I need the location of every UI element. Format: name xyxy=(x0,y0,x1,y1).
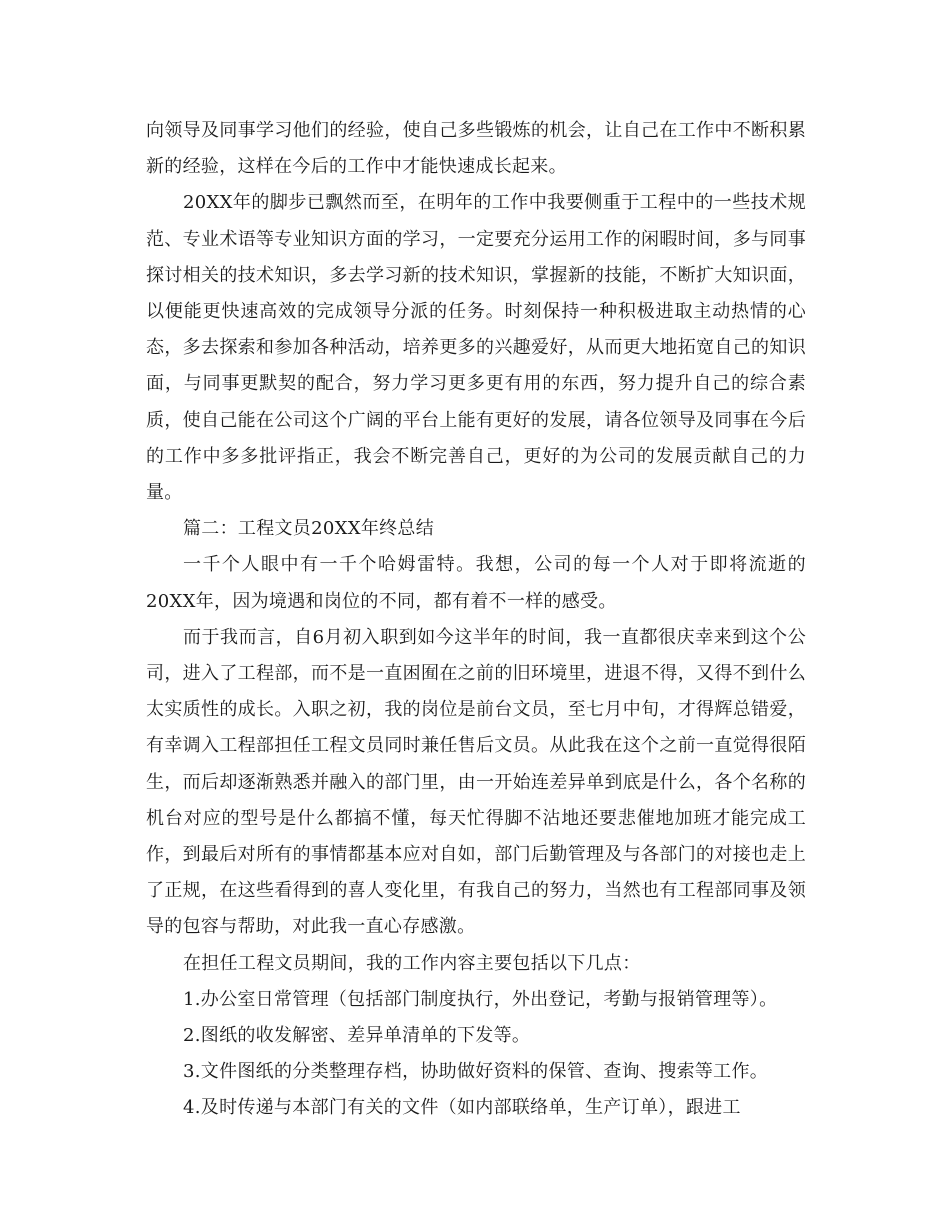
paragraph-duties-intro: 在担任工程文员期间，我的工作内容主要包括以下几点： xyxy=(183,952,641,974)
section-heading: 篇二：工程文员20XX年终总结 xyxy=(183,518,435,540)
list-item-2: 2.图纸的收发解密、差异单清单的下发等。 xyxy=(183,1025,531,1047)
list-item-4: 4.及时传递与本部门有关的文件（如内部联络单，生产订单），跟进工 xyxy=(183,1097,741,1119)
paragraph-experience: 而于我而言，自6月初入职到如今这半年的时间，我一直都很庆幸来到这个公司，进入了工程部，而不是一直困囿在之前的旧环境里，进退不得，又得不到什么太实质性的成长。入职之初，我的岗位是前台文员，至七月中旬，才得辉总错爱，有幸调入工程部担任工程文员同时兼任售后文员。从此我在这个之前一直觉得很陌生，而后却逐渐熟悉并融入的部门里，由一开始连差异单到底是什么，各个名称的机台对应的型号是什么都搞不懂，每天忙得脚不沾地还要悲催地加班才能完成工作，到最后对所有的事情都基本应对自如，部门后勤管理及与各部门的对接也走上了正规，在这些看得到的喜人变化里，有我自己的努力，当然也有工程部同事及领导的包容与帮助，对此我一直心存感激。 xyxy=(146,626,806,938)
list-item-1: 1.办公室日常管理（包括部门制度执行，外出登记，考勤与报销管理等）。 xyxy=(183,988,778,1010)
paragraph-continuation: 向领导及同事学习他们的经验，使自己多些锻炼的机会，让自己在工作中不断积累新的经验，这样在今后的工作中才能快速成长起来。 xyxy=(146,120,806,178)
document-body xyxy=(146,113,806,1127)
paragraph-intro: 一千个人眼中有一千个哈姆雷特。我想，公司的每一个人对于即将流逝的20XX年，因为境遇和岗位的不同，都有着不一样的感受。 xyxy=(146,554,806,612)
paragraph-next-year-plan: 20XX年的脚步已飘然而至，在明年的工作中我要侧重于工程中的一些技术规范、专业术语等专业知识方面的学习，一定要充分运用工作的闲暇时间，多与同事探讨相关的技术知识，多去学习新的技术知识，掌握新的技能，不断扩大知识面，以便能更快速高效的完成领导分派的任务。时刻保持一种积极进取主动热情的心态，多去探索和参加各种活动，培养更多的兴趣爱好，从而更大地拓宽自己的知识面，与同事更默契的配合，努力学习更多更有用的东西，努力提升自己的综合素质，使自己能在公司这个广阔的平台上能有更好的发展，请各位领导及同事在今后的工作中多多批评指正，我会不断完善自己，更好的为公司的发展贡献自己的力量。 xyxy=(146,192,806,504)
list-item-3: 3.文件图纸的分类整理存档，协助做好资料的保管、查询、搜索等工作。 xyxy=(183,1061,769,1083)
